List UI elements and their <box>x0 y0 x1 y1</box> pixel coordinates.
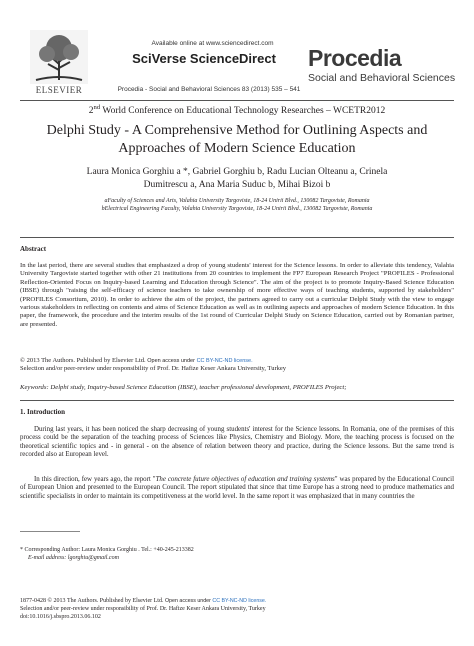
copyright-block <box>20 357 454 374</box>
footnote <box>20 546 420 562</box>
license-link[interactable]: CC BY-NC-ND license. <box>196 358 253 364</box>
author-line-1: Laura Monica Gorghiu a *, Gabriel Gorghiu b, Radu Lucian Olteanu a, Crinela <box>86 167 388 177</box>
intro-p2-start: In this direction, few years ago, the report " <box>34 476 156 483</box>
author-list <box>40 166 434 192</box>
conference-name: World Conference on Educational Technology Researches – WCETR2012 <box>102 106 386 116</box>
section-heading-introduction: 1. Introduction <box>20 408 65 416</box>
intro-paragraph-2 <box>20 476 454 501</box>
bottom-license-link[interactable]: CC BY-NC-ND license. <box>212 598 267 604</box>
available-online-text: Available online at www.sciencedirect.com <box>151 40 274 47</box>
bottom-line-2: Selection and/or peer-review under responsibility of Prof. Dr. Hafize Keser Ankara University, Turkey <box>20 606 266 612</box>
elsevier-wordmark: ELSEVIER <box>35 85 83 95</box>
journal-reference: Procedia - Social and Behavioral Sciences 83 (2013) 535 – 541 <box>117 86 301 93</box>
corresponding-author: * Corresponding Author: Laura Monica Gorghiu . Tel.: +40-245-213382 <box>20 547 194 553</box>
affiliation-a: aFaculty of Sciences and Arts, Valahia University Targoviste, 18-24 Unirii Blvd., 130082 Targoviste, Romania <box>104 198 370 204</box>
abstract-top-divider <box>20 237 454 238</box>
header-divider <box>20 100 454 101</box>
affiliations <box>40 197 434 213</box>
intro-p2-end: " was prepared by the Educational Council of European Union and presented to the European Council. The report stipulated that since that time Europe has a strong need to produce mathematics and scientific specialists in order to maintain its competitiveness at the world level. In the same report it was emphasized that in many countries the <box>20 476 454 500</box>
copyright-line-1 <box>20 357 454 365</box>
procedia-logo <box>308 46 458 84</box>
conference-ordinal-suffix: nd <box>93 103 101 111</box>
abstract-text: In the last period, there are several studies that emphasized a drop of young students' interest for the Science lessons. In order to alleviate this tendency, Valahia University Targoviste started together with other 21 institutions from 20 countries to implement the FP7 European Research Project "PROFILES - Professional Reflection-Oriented Focus on Inquiry-based Learning and Education through Science". The aim of the project is to promote Inquiry-Based Science Education (IBSE) through "raising the self-efficacy of science teachers to take ownership of more effective ways of teaching students, supported by stakeholders" (PROFILES Consortium, 2010). In order to achieve the aim of the project, the partners agreed to carry out a curricular Delphi Study with the view to engage various stakeholders in reflecting on contents and aims of Science Education as well as in outlining aspects and approaches of modern Science Education. In this paper, the framework, the procedure and the interim results of the 1st round of Curricular Delphi Study on Science Education, carried out by Romanian partner, are presented. <box>20 262 454 328</box>
issn-copyright: 1877-0428 © 2013 The Authors. Published by Elsevier Ltd. <box>20 598 164 604</box>
conference-line <box>20 103 454 116</box>
elsevier-tree-logo-icon <box>30 30 88 84</box>
publication-info <box>20 597 454 621</box>
copyright-line-2: Selection and/or peer-review under responsibility of Prof. Dr. Hafize Keser Ankara University, Turkey <box>20 365 287 373</box>
procedia-title: Procedia <box>308 45 402 71</box>
copyright-text: © 2013 The Authors. Published by Elsevier Ltd. <box>20 357 146 364</box>
report-title: The concrete future objectives of education and training systems <box>155 476 335 483</box>
open-access-text: Open access under <box>147 358 195 364</box>
abstract-heading: Abstract <box>20 245 47 253</box>
bottom-line-1 <box>20 597 454 605</box>
intro-paragraph-1: During last years, it has been noticed the sharp decreasing of young students' interest for the Science lessons. In Romania, one of the premises of this process could be the separation of the teaching process of Sciences like Physics, Chemistry and Biology. More, the teaching process is focused on the theoretical scientific topics and - in general - on the absence of relation between theory and practice, during the Science lessons. But the same trend is recorded also at European level. <box>20 426 454 458</box>
keywords-divider <box>20 400 454 401</box>
keywords: Keywords: Delphi study, Inquiry-based Science Education (IBSE), teacher professional development, PROFILES Project; <box>20 384 347 391</box>
footnote-rule <box>20 531 80 532</box>
affiliation-b: bElectrical Engineering Faculty, Valahia University Targoviste, 18-24 Unirii Blvd., 130082 Targoviste, Romania <box>101 206 373 212</box>
doi[interactable]: doi:10.1016/j.sbspro.2013.06.102 <box>20 614 101 620</box>
sciverse-sciencedirect-logo: SciVerse ScienceDirect <box>132 51 276 66</box>
email-address: E-mail address: lgorghiu@gmail.com <box>28 555 119 561</box>
paper-title: Delphi Study - A Comprehensive Method for Outlining Aspects and Approaches of Modern Science Education <box>46 123 428 156</box>
bottom-open-access-text: Open access under <box>164 598 211 604</box>
conference-ordinal: 2 <box>88 106 94 116</box>
procedia-subtitle: Social and Behavioral Sciences <box>308 72 456 84</box>
author-line-2: Dumitrescu a, Ana Maria Suduc b, Mihai Bizoi b <box>143 180 331 190</box>
